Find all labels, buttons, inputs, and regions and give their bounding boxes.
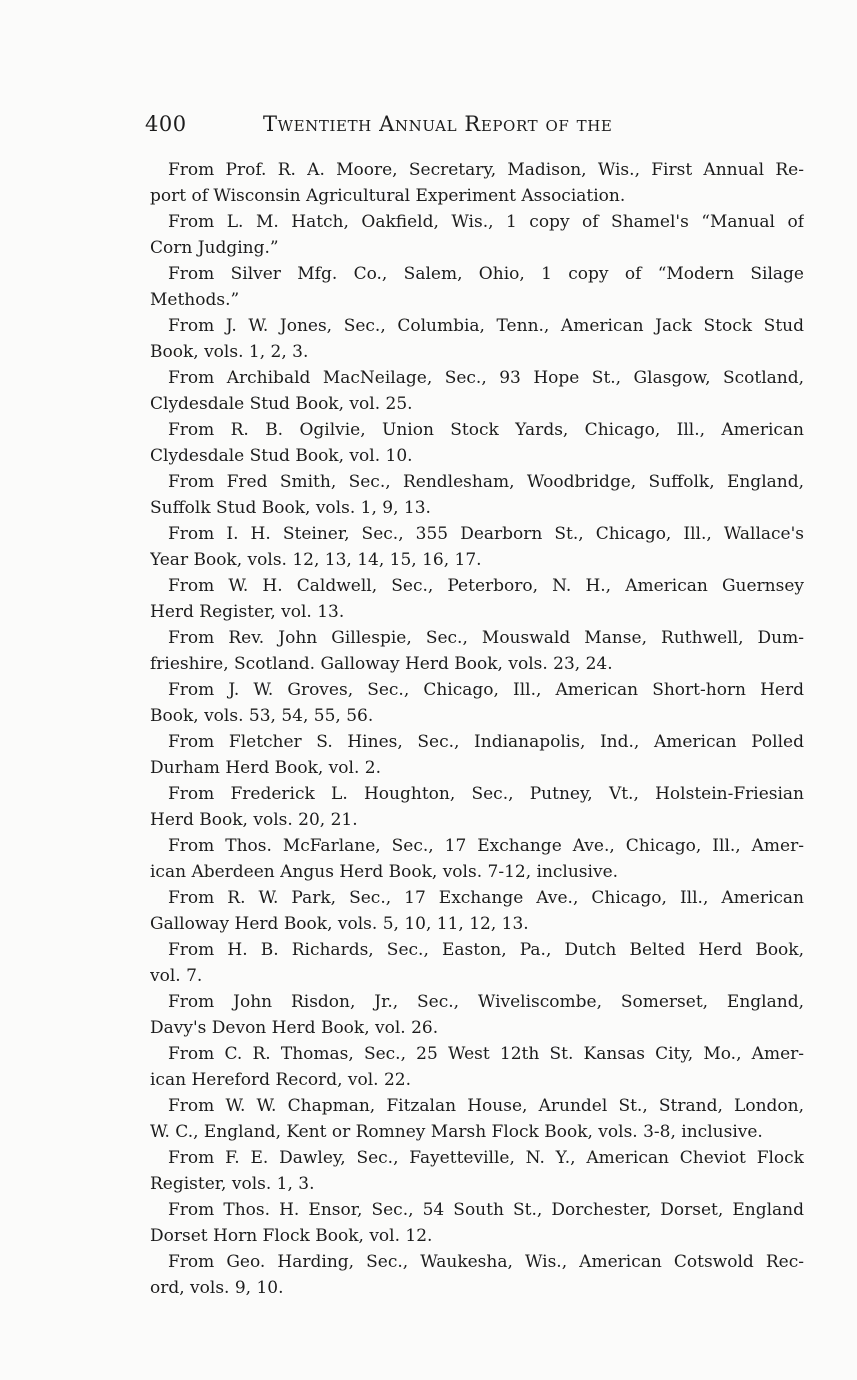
acknowledgment-entry <box>150 469 804 521</box>
acknowledgment-entry <box>150 417 804 469</box>
acknowledgment-entry <box>150 937 804 989</box>
entry-line: From Prof. R. A. Moore, Secretary, Madison, Wis., First Annual Re- <box>168 160 804 180</box>
running-title: Twentieth Annual Report of the <box>263 112 613 136</box>
acknowledgment-entry <box>150 989 804 1041</box>
entry-line: W. C., England, Kent or Romney Marsh Flock Book, vols. 3-8, inclusive. <box>150 1122 763 1142</box>
entry-line: Dorset Horn Flock Book, vol. 12. <box>150 1226 433 1246</box>
acknowledgment-entry <box>150 209 804 261</box>
acknowledgment-entry <box>150 1197 804 1249</box>
entry-line: From W. H. Caldwell, Sec., Peterboro, N. H., American Guernsey <box>168 576 804 596</box>
entry-line: From Fred Smith, Sec., Rendlesham, Woodbridge, Suffolk, England, <box>168 472 804 492</box>
entry-line: From J. W. Groves, Sec., Chicago, Ill., American Short-horn Herd <box>168 680 804 700</box>
entry-line: From L. M. Hatch, Oakfield, Wis., 1 copy of Shamel's “Manual of <box>168 212 804 232</box>
entry-line: ican Hereford Record, vol. 22. <box>150 1070 412 1090</box>
entry-line: Herd Register, vol. 13. <box>150 602 345 622</box>
entry-line: ican Aberdeen Angus Herd Book, vols. 7-12, inclusive. <box>150 862 619 882</box>
entry-line: From C. R. Thomas, Sec., 25 West 12th St. Kansas City, Mo., Amer- <box>168 1044 804 1064</box>
entry-line: Year Book, vols. 12, 13, 14, 15, 16, 17. <box>150 550 482 570</box>
entry-line: From J. W. Jones, Sec., Columbia, Tenn., American Jack Stock Stud <box>168 316 804 336</box>
page-header <box>145 112 745 142</box>
entry-line: Herd Book, vols. 20, 21. <box>150 810 358 830</box>
entry-line: Durham Herd Book, vol. 2. <box>150 758 381 778</box>
entry-line: From Rev. John Gillespie, Sec., Mouswald Manse, Ruthwell, Dum- <box>168 628 804 648</box>
entry-line: Corn Judging.” <box>150 238 279 258</box>
entry-line: port of Wisconsin Agricultural Experiment Association. <box>150 186 626 206</box>
acknowledgment-entry <box>150 1093 804 1145</box>
entry-line: Clydesdale Stud Book, vol. 25. <box>150 394 413 414</box>
entry-line: Davy's Devon Herd Book, vol. 26. <box>150 1018 439 1038</box>
acknowledgment-entry <box>150 781 804 833</box>
entry-line: ord, vols. 9, 10. <box>150 1278 284 1298</box>
entry-line: Clydesdale Stud Book, vol. 10. <box>150 446 413 466</box>
acknowledgment-entry <box>150 521 804 573</box>
entry-line: Register, vols. 1, 3. <box>150 1174 315 1194</box>
entry-line: Book, vols. 53, 54, 55, 56. <box>150 706 374 726</box>
acknowledgment-entry <box>150 885 804 937</box>
page-number: 400 <box>145 112 187 136</box>
entry-line: From Frederick L. Houghton, Sec., Putney, Vt., Holstein-Friesian <box>168 784 804 804</box>
entry-line: frieshire, Scotland. Galloway Herd Book, vols. 23, 24. <box>150 654 613 674</box>
acknowledgment-entry <box>150 729 804 781</box>
entry-line: From John Risdon, Jr., Sec., Wiveliscombe, Somerset, England, <box>168 992 804 1012</box>
acknowledgment-entry <box>150 1249 804 1301</box>
acknowledgment-entry <box>150 313 804 365</box>
entry-line: From Archibald MacNeilage, Sec., 93 Hope St., Glasgow, Scotland, <box>168 368 804 388</box>
acknowledgment-entry <box>150 573 804 625</box>
entry-line: From Silver Mfg. Co., Salem, Ohio, 1 copy of “Modern Silage <box>168 264 804 284</box>
entry-line: From Thos. H. Ensor, Sec., 54 South St., Dorchester, Dorset, England <box>168 1200 804 1220</box>
acknowledgment-list <box>150 157 804 1301</box>
acknowledgment-entry <box>150 625 804 677</box>
entry-line: From H. B. Richards, Sec., Easton, Pa., Dutch Belted Herd Book, <box>168 940 804 960</box>
entry-line: From Thos. McFarlane, Sec., 17 Exchange Ave., Chicago, Ill., Amer- <box>168 836 804 856</box>
acknowledgment-entry <box>150 833 804 885</box>
entry-line: Suffolk Stud Book, vols. 1, 9, 13. <box>150 498 431 518</box>
acknowledgment-entry <box>150 157 804 209</box>
acknowledgment-entry <box>150 1145 804 1197</box>
acknowledgment-entry <box>150 1041 804 1093</box>
entry-line: From Geo. Harding, Sec., Waukesha, Wis., American Cotswold Rec- <box>168 1252 804 1272</box>
entry-line: vol. 7. <box>150 966 203 986</box>
entry-line: From R. B. Ogilvie, Union Stock Yards, Chicago, Ill., American <box>168 420 804 440</box>
acknowledgment-entry <box>150 261 804 313</box>
entry-line: From Fletcher S. Hines, Sec., Indianapolis, Ind., American Polled <box>168 732 804 752</box>
entry-line: From R. W. Park, Sec., 17 Exchange Ave., Chicago, Ill., American <box>168 888 804 908</box>
acknowledgment-entry <box>150 365 804 417</box>
entry-line: From W. W. Chapman, Fitzalan House, Arundel St., Strand, London, <box>168 1096 804 1116</box>
entry-line: From I. H. Steiner, Sec., 355 Dearborn St., Chicago, Ill., Wallace's <box>168 524 804 544</box>
acknowledgment-entry <box>150 677 804 729</box>
entry-line: From F. E. Dawley, Sec., Fayetteville, N. Y., American Cheviot Flock <box>168 1148 804 1168</box>
entry-line: Book, vols. 1, 2, 3. <box>150 342 309 362</box>
entry-line: Galloway Herd Book, vols. 5, 10, 11, 12, 13. <box>150 914 529 934</box>
entry-line: Methods.” <box>150 290 240 310</box>
